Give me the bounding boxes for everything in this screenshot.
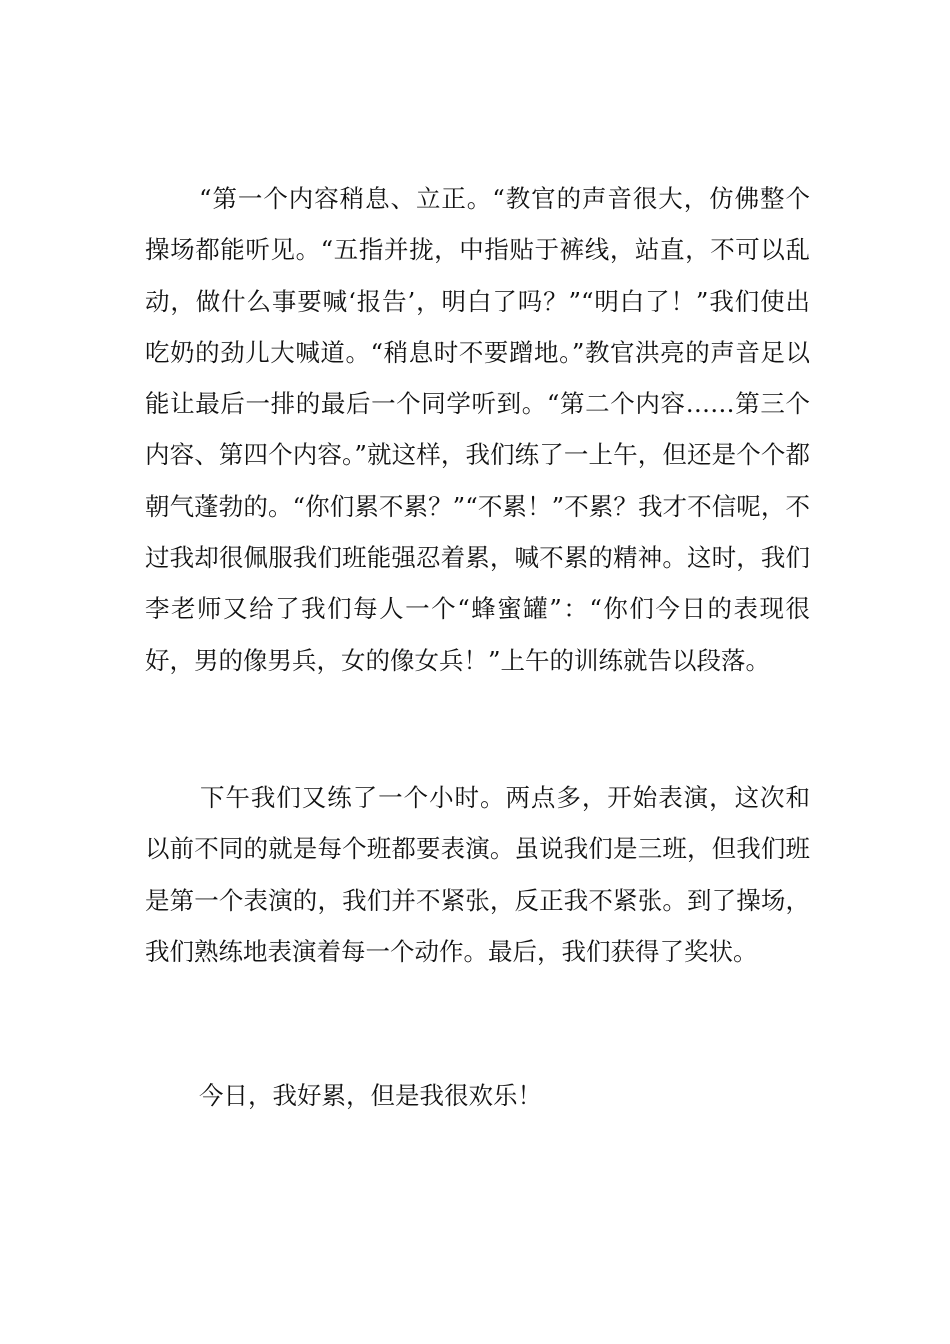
paragraph-conclusion (145, 1070, 810, 1121)
paragraph-afternoon-performance (145, 772, 810, 977)
paragraph-morning-training (145, 173, 810, 686)
paragraph-text: “第一个内容稍息、立正。“教官的声音很大，仿佛整个操场都能听见。“五指并拢，中指贴于裤线，站直，不可以乱动，做什么事要喊‘报告’，明白了吗？”“明白了！”我们使出吃奶的劲儿大喊道。“稍息时不要蹭地。”教官洪亮的声音足以能让最后一排的最后一个同学听到。“第二个内容……第三个内容、第四个内容。”就这样，我们练了一上午，但还是个个都朝气蓬勃的。“你们累不累？”“不累！”不累？我才不信呢，不过我却很佩服我们班能强忍着累，喊不累的精神。这时，我们李老师又给了我们每人一个“蜂蜜罐”：“你们今日的表现很好，男的像男兵，女的像女兵！”上午的训练就告以段落。 (145, 184, 810, 675)
paragraph-text: 今日，我好累，但是我很欢乐！ (199, 1081, 542, 1110)
paragraph-text: 下午我们又练了一个小时。两点多，开始表演，这次和以前不同的就是每个班都要表演。虽说我们是三班，但我们班是第一个表演的，我们并不紧张，反正我不紧张。到了操场，我们熟练地表演着每一个动作。最后，我们获得了奖状。 (145, 783, 810, 966)
